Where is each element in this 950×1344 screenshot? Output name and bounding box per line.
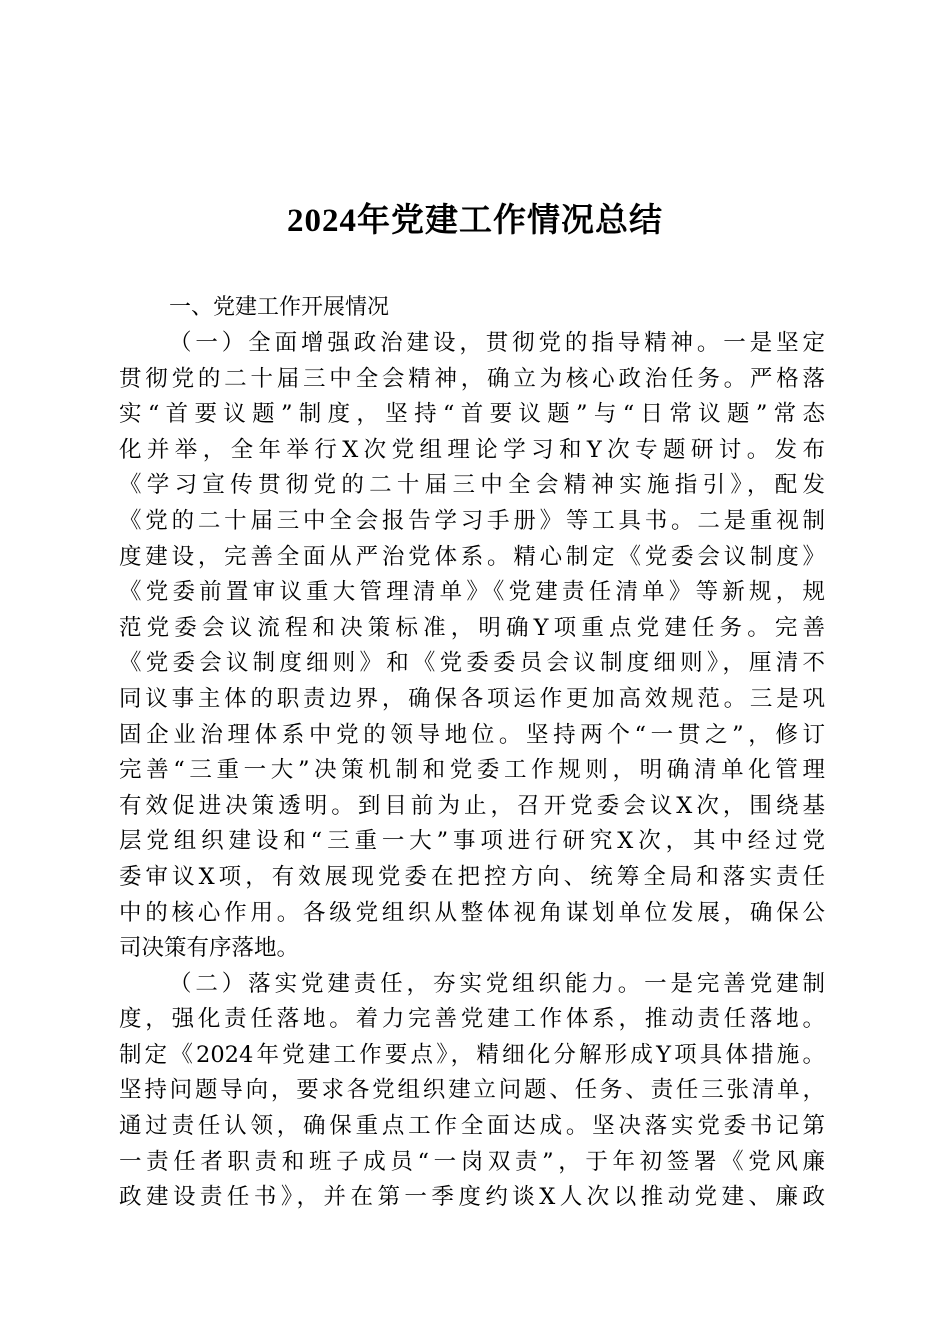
paragraph-line: 《党委前置审议重大管理清单》《党建责任清单》等新规，规 xyxy=(119,579,825,606)
paragraph-lead: （一）全面增强政治建设，贯彻党的指导精神。 xyxy=(169,330,724,356)
paragraph-lead: （二）落实党建责任，夯实党组织能力。 xyxy=(169,970,645,997)
document-body xyxy=(119,290,825,1216)
paragraph-line: 通过责任认领，确保重点工作全面达成。坚决落实党委书记第 xyxy=(119,1113,825,1140)
paragraph-line: 中的核心作用。各级党组织从整体视角谋划单位发展，确保公 xyxy=(119,899,825,926)
paragraph-line: 范党委会议流程和决策标准，明确Y项重点党建任务。完善 xyxy=(119,614,825,641)
paragraph-line: 一责任者职责和班子成员“一岗双责”，于年初签署《党风廉 xyxy=(119,1148,825,1175)
paragraph-line: 《学习宣传贯彻党的二十届三中全会精神实施指引》，配发 xyxy=(119,472,825,499)
paragraph-2 xyxy=(119,967,825,1216)
paragraph-line: 固企业治理体系中党的领导地位。坚持两个“一贯之”，修订 xyxy=(119,721,825,748)
paragraph-line: 化并举，全年举行X次党组理论学习和Y次专题研讨。发布 xyxy=(119,436,825,463)
document-title: 2024年党建工作情况总结 xyxy=(287,203,663,239)
paragraph-line: 政建设责任书》，并在第一季度约谈X人次以推动党建、廉政 xyxy=(119,1184,825,1211)
paragraph-line: 层党组织建设和“三重一大”事项进行研究X次，其中经过党 xyxy=(119,828,825,855)
paragraph-line: 司决策有序落地。 xyxy=(119,935,300,962)
paragraph-line: 同议事主体的职责边界，确保各项运作更加高效规范。三是巩 xyxy=(119,685,825,712)
paragraph-line: 委审议X项，有效展现党委在把控方向、统筹全局和落实责任 xyxy=(119,863,825,890)
paragraph-line: 坚持问题导向，要求各党组织建立问题、任务、责任三张清单， xyxy=(119,1077,825,1104)
paragraph-line: 贯彻党的二十届三中全会精神，确立为核心政治任务。严格落 xyxy=(119,365,825,392)
paragraph-line: 《党委会议制度细则》和《党委委员会议制度细则》，厘清不 xyxy=(119,650,825,677)
paragraph-line: 制定《2024年党建工作要点》，精细化分解形成Y项具体措施。 xyxy=(119,1041,825,1068)
section-heading: 一、党建工作开展情况 xyxy=(169,295,390,320)
paragraph-line: 度建设，完善全面从严治党体系。精心制定《党委会议制度》 xyxy=(119,543,825,570)
paragraph-line: （二）落实党建责任，夯实党组织能力。一是完善党建制 xyxy=(169,970,825,997)
paragraph-line: （一）全面增强政治建设，贯彻党的指导精神。一是坚定 xyxy=(169,330,825,356)
paragraph-1 xyxy=(119,326,825,967)
paragraph-line: 度，强化责任落地。着力完善党建工作体系，推动责任落地。 xyxy=(119,1006,825,1033)
paragraph-line: 实“首要议题”制度，坚持“首要议题”与“日常议题”常态 xyxy=(119,401,825,428)
paragraph-line: 有效促进决策透明。到目前为止，召开党委会议X次，围绕基 xyxy=(119,792,825,819)
paragraph-line: 《党的二十届三中全会报告学习手册》等工具书。二是重视制 xyxy=(119,507,825,534)
paragraph-line: 完善“三重一大”决策机制和党委工作规则，明确清单化管理 xyxy=(119,757,825,784)
